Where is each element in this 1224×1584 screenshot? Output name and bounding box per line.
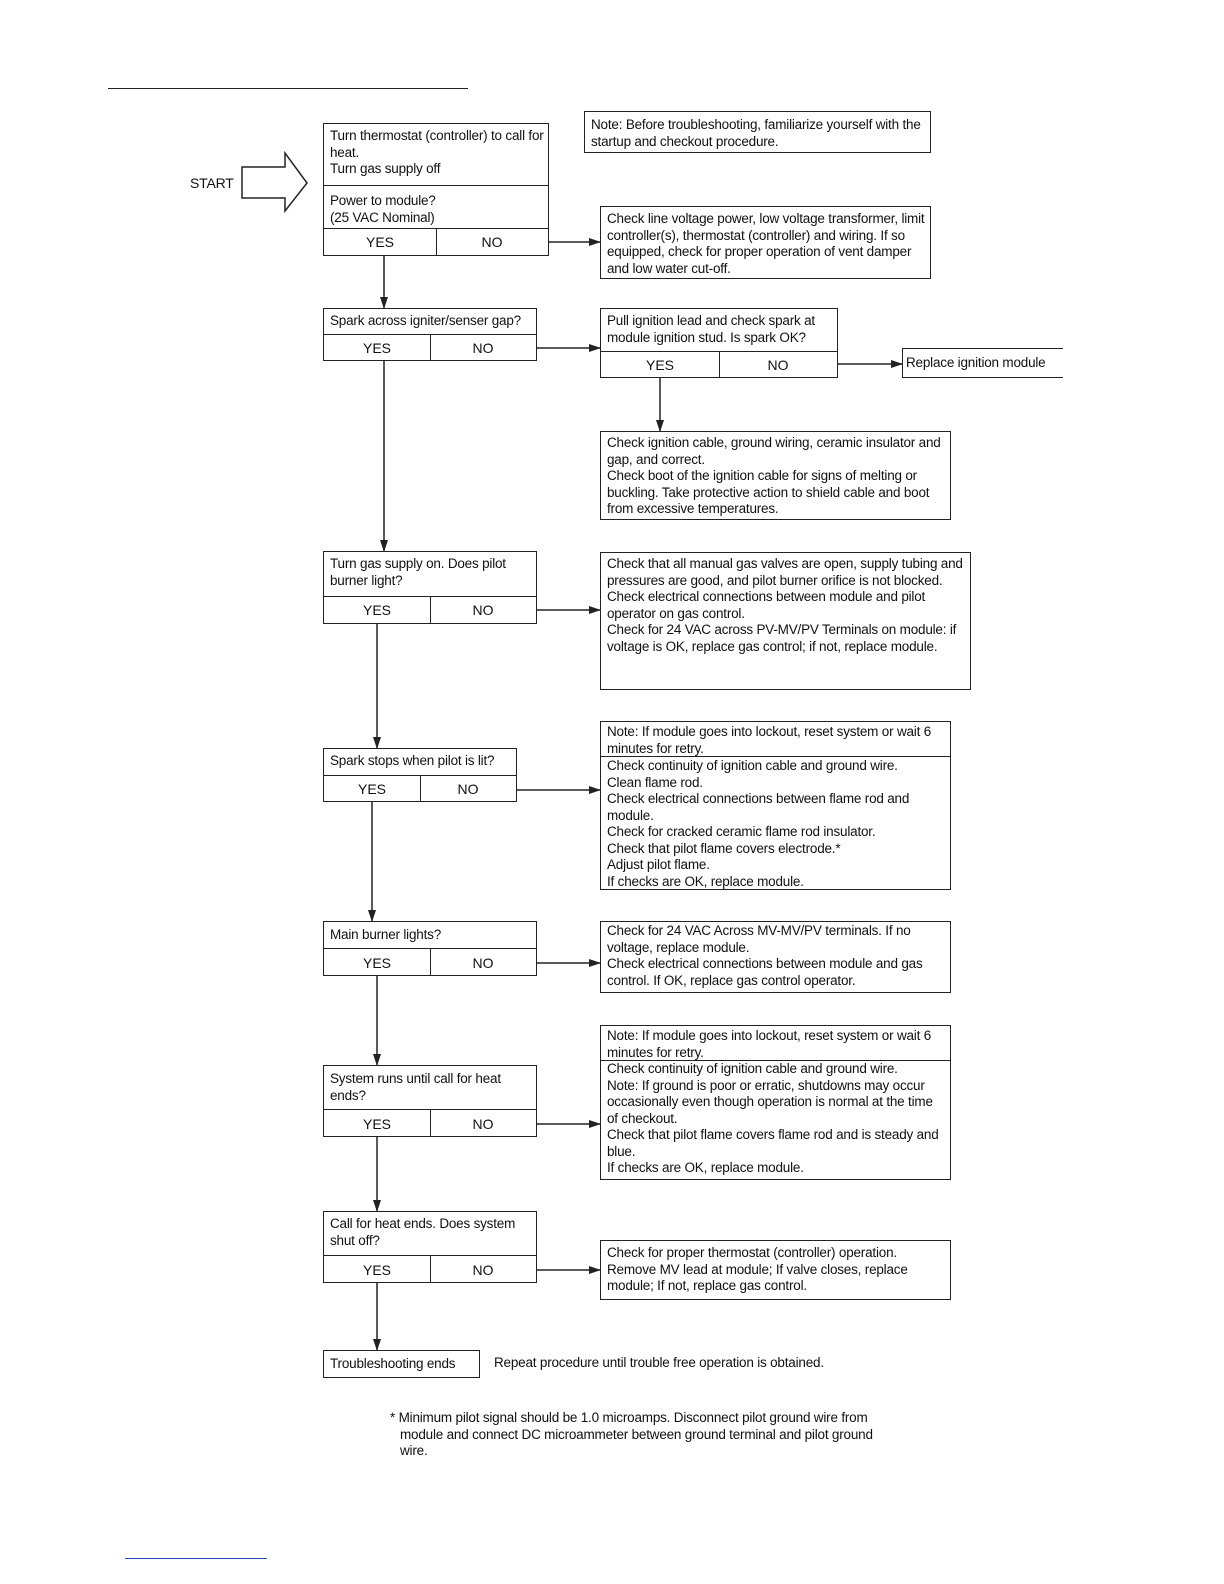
- footnote: * Minimum pilot signal should be 1.0 microamps. Disconnect pilot ground wire from module and connect DC microammeter between ground terminal and pilot ground wire.: [390, 1410, 873, 1458]
- yes-label: YES: [362, 1116, 391, 1132]
- action-text: Check ignition cable, ground wiring, ceramic insulator and gap, and correct. Check boot of the ignition cable for signs of melting or buckling. Take protective action to shield cable and boot from excessive temperatures.: [607, 435, 941, 516]
- step-main-burner-lights: [323, 921, 537, 976]
- end-text: Troubleshooting ends: [330, 1356, 456, 1371]
- step-pilot-burner-light: [323, 551, 537, 624]
- action-system-runs: [600, 1025, 951, 1180]
- note-before-troubleshooting: [584, 111, 931, 153]
- action-text: Check that all manual gas valves are open, supply tubing and pressures are good, and pilot burner orifice is not blocked. Check electrical connections between module and pilot operator on gas control. Check for 24 VAC across PV-MV/PV Terminals on module: if voltage is OK, replace gas control; if not, replace module.: [607, 556, 963, 654]
- yes-label: YES: [362, 340, 391, 356]
- no-label: NO: [472, 1262, 494, 1278]
- action-text: Check continuity of ignition cable and ground wire. Note: If ground is poor or erratic, shutdowns may occur occasionally even though operation is normal at the time of checkout. Check that pilot flame covers flame rod and is steady and blue. If checks are OK, replace module.: [607, 1061, 939, 1175]
- action-spark-stops: [600, 721, 951, 890]
- yes-label: YES: [357, 781, 386, 797]
- yes-label: YES: [362, 602, 391, 618]
- action-text: Check continuity of ignition cable and ground wire. Clean flame rod. Check electrical connections between flame rod and module. Check for cracked ceramic flame rod insulator. Check that pilot flame covers electrode.* Adjust pilot flame. If checks are OK, replace module.: [607, 758, 910, 889]
- action-check-ignition-cable: [600, 431, 951, 520]
- action-shutoff: [600, 1240, 951, 1300]
- no-label: NO: [457, 781, 479, 797]
- no-label: NO: [472, 955, 494, 971]
- action-check-power: [600, 206, 931, 279]
- step-power-to-module: [323, 123, 549, 256]
- action-text: Check for 24 VAC Across MV-MV/PV terminals. If no voltage, replace module. Check electrical connections between module and gas control. If OK, replace gas control operator.: [607, 923, 923, 988]
- action-check-pilot: [600, 552, 971, 690]
- step-text: Spark across igniter/senser gap?: [330, 313, 521, 328]
- step-text-thermostat: Turn thermostat (controller) to call for heat. Turn gas supply off: [330, 128, 544, 176]
- step-spark-across-gap: [323, 308, 537, 361]
- no-label: NO: [472, 602, 494, 618]
- action-text: Check for proper thermostat (controller) operation. Remove MV lead at module; If valve closes, replace module; If not, replace gas control.: [607, 1245, 908, 1293]
- no-label: NO: [767, 357, 789, 373]
- step-system-shut-off: [323, 1211, 537, 1283]
- step-text: Call for heat ends. Does system shut off?: [330, 1216, 516, 1248]
- action-text: Check line voltage power, low voltage transformer, limit controller(s), thermostat (controller) and wiring. If so equipped, check for proper operation of vent damper and low water cut-off.: [607, 211, 925, 276]
- step-check-spark-at-stud: [600, 308, 838, 378]
- yes-label: YES: [645, 357, 674, 373]
- step-text: Pull ignition lead and check spark at module ignition stud. Is spark OK?: [607, 313, 815, 345]
- note-text: Note: Before troubleshooting, familiarize yourself with the startup and checkout procedure.: [591, 117, 921, 149]
- step-text: Spark stops when pilot is lit?: [330, 753, 495, 768]
- step-spark-stops: [323, 748, 517, 802]
- lockout-note: Note: If module goes into lockout, reset system or wait 6 minutes for retry.: [607, 724, 932, 756]
- step-text: System runs until call for heat ends?: [330, 1071, 501, 1103]
- action-main-burner: [600, 921, 951, 993]
- action-replace-ignition-module: [902, 348, 1063, 378]
- no-label: NO: [472, 1116, 494, 1132]
- step-text-power: Power to module? (25 VAC Nominal): [330, 193, 436, 225]
- yes-label: YES: [362, 1262, 391, 1278]
- yes-label: YES: [365, 234, 394, 250]
- no-label: NO: [481, 234, 503, 250]
- start-label: START: [190, 175, 234, 191]
- troubleshooting-ends: [323, 1350, 480, 1378]
- step-text: Turn gas supply on. Does pilot burner light?: [330, 556, 506, 588]
- action-text: Replace ignition module: [906, 355, 1046, 370]
- no-label: NO: [472, 340, 494, 356]
- step-text: Main burner lights?: [330, 927, 442, 942]
- step-system-runs: [323, 1065, 537, 1137]
- start-arrow-shape: [242, 153, 307, 211]
- end-note: Repeat procedure until trouble free operation is obtained.: [494, 1355, 824, 1370]
- lockout-note: Note: If module goes into lockout, reset system or wait 6 minutes for retry.: [607, 1028, 932, 1060]
- yes-label: YES: [362, 955, 391, 971]
